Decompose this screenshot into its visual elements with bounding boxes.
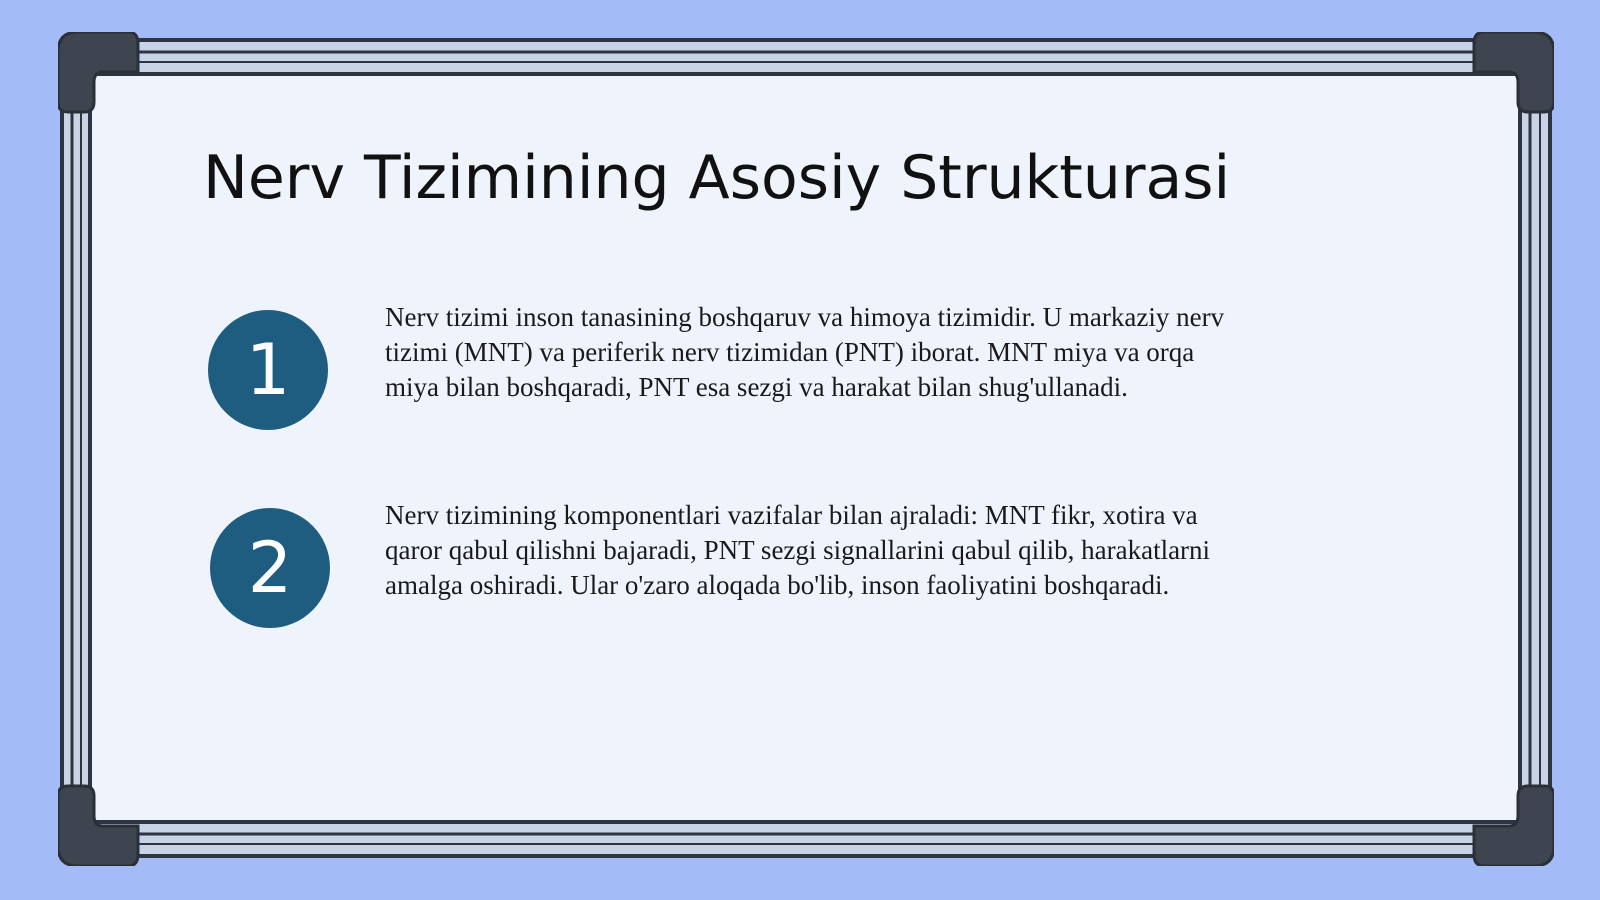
- item-text-1: Nerv tizimi inson tanasining boshqaruv va himoya tizimidir. U markaziy nerv tizimi (MNT) va periferik nerv tizimidan (PNT) iborat. MNT miya va orqa miya bilan boshqaradi, PNT esa sezgi va harakat bilan shug'ullanadi.: [385, 302, 1225, 402]
- number-badge-1: 1: [208, 310, 328, 430]
- frame-left-rail: [62, 72, 90, 824]
- number-badge-2: 2: [210, 508, 330, 628]
- frame-top-rail: [98, 40, 1514, 74]
- item-text-2: Nerv tizimining komponentlari vazifalar bilan ajraladi: MNT fikr, xotira va qaror qabul qilishni bajaradi, PNT sezgi signallarini qabul qilib, harakatlarni amalga oshiradi. Ular o'zaro aloqada bo'lib, inson faoliyatini boshqaradi.: [385, 500, 1211, 600]
- slide-title: Nerv Tizimining Asosiy Strukturasi: [203, 143, 1231, 213]
- frame-bottom-rail: [98, 822, 1514, 856]
- frame-right-rail: [1520, 72, 1550, 824]
